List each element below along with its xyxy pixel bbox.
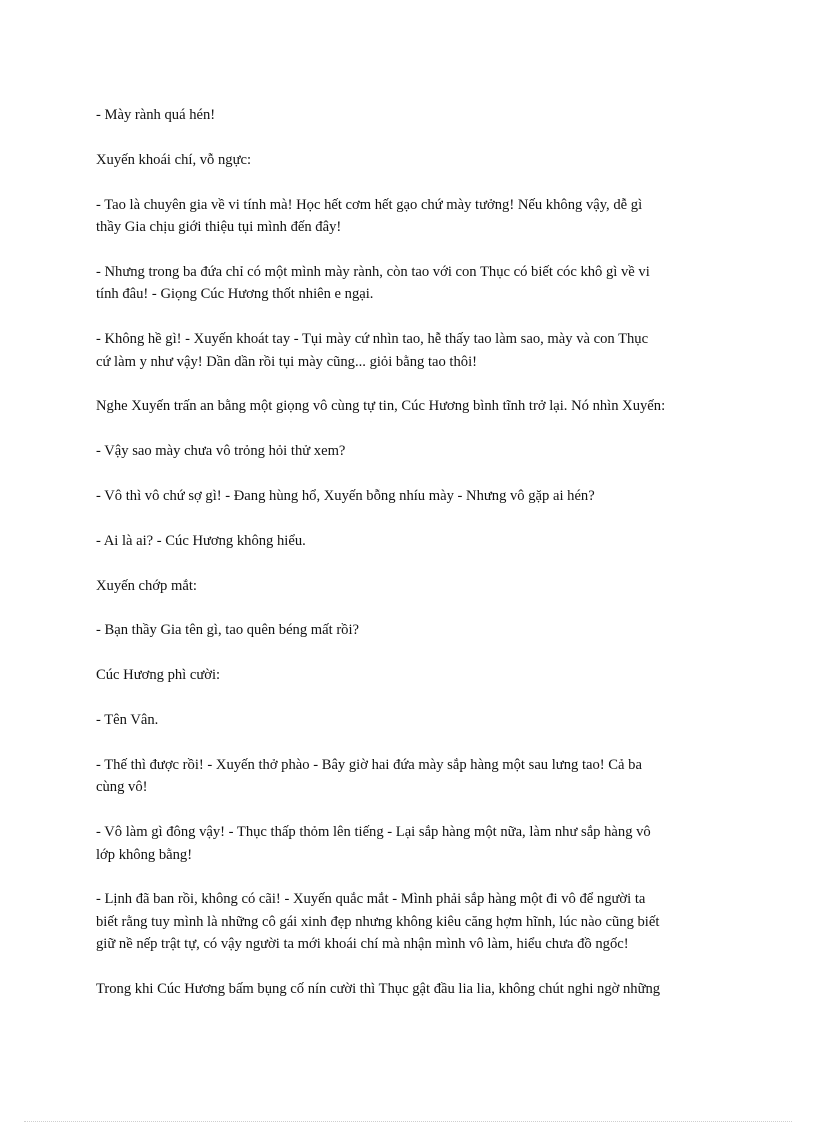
paragraph bbox=[96, 888, 722, 956]
paragraph bbox=[96, 104, 722, 127]
paragraph bbox=[96, 821, 722, 866]
paragraph bbox=[96, 619, 722, 642]
paragraph bbox=[96, 395, 722, 418]
paragraph bbox=[96, 440, 722, 463]
text-line: - Mày rành quá hén! bbox=[96, 107, 216, 123]
text-line: - Không hề gì! - Xuyến khoát tay - Tụi mày cứ nhìn tao, hễ thấy tao làm sao, mày và con Thục bbox=[96, 331, 649, 348]
text-line: - Lịnh đã ban rồi, không có cãi! - Xuyến quắc mắt - Mình phải sắp hàng một đi vô để người ta bbox=[96, 891, 646, 908]
paragraph bbox=[96, 978, 722, 1001]
text-line: lớp không bằng! bbox=[96, 846, 193, 863]
text-line: Nghe Xuyến trấn an bằng một giọng vô cùng tự tin, Cúc Hương bình tĩnh trở lại. Nó nhìn Xuyến: bbox=[96, 398, 666, 415]
text-line: Xuyến khoái chí, vỗ ngực: bbox=[96, 151, 252, 168]
text-line: - Tao là chuyên gia về vi tính mà! Học hết cơm hết gạo chứ mày tưởng! Nếu không vậy, dễ gì bbox=[96, 196, 643, 213]
paragraph bbox=[96, 485, 722, 508]
paragraph bbox=[96, 754, 722, 799]
paragraph bbox=[96, 328, 722, 373]
text-line: - Vô thì vô chứ sợ gì! - Đang hùng hổ, Xuyến bỗng nhíu mày - Nhưng vô gặp ai hén? bbox=[96, 488, 595, 505]
text-line: - Nhưng trong ba đứa chỉ có một mình mày rành, còn tao với con Thục có biết cóc khô gì về vi bbox=[96, 263, 650, 280]
text-line: - Bạn thầy Gia tên gì, tao quên béng mất rồi? bbox=[96, 622, 360, 639]
text-line: biết rằng tuy mình là những cô gái xinh đẹp nhưng không kiêu căng hợm hĩnh, lúc nào cũng biết bbox=[96, 913, 660, 930]
text-line: giữ nề nếp trật tự, có vậy người ta mới khoái chí mà nhận mình vô làm, hiểu chưa đồ ngốc! bbox=[96, 936, 629, 953]
text-line: Trong khi Cúc Hương bấm bụng cố nín cười thì Thục gật đầu lia lia, không chút nghi ngờ những bbox=[96, 981, 661, 998]
text-line: thầy Gia chịu giới thiệu tụi mình đến đây! bbox=[96, 219, 342, 236]
text-line: - Vậy sao mày chưa vô trỏng hỏi thử xem? bbox=[96, 443, 346, 460]
paragraph bbox=[96, 261, 722, 306]
paragraph bbox=[96, 149, 722, 172]
paragraph bbox=[96, 575, 722, 598]
text-line: cứ làm y như vậy! Dần dần rồi tụi mày cũng... giỏi bằng tao thôi! bbox=[96, 353, 477, 370]
paragraph bbox=[96, 709, 722, 732]
text-line: - Ai là ai? - Cúc Hương không hiểu. bbox=[96, 532, 306, 549]
text-line: - Tên Vân. bbox=[96, 712, 159, 729]
text-line: - Thế thì được rồi! - Xuyến thở phào - Bây giờ hai đứa mày sắp hàng một sau lưng tao! Cả ba bbox=[96, 756, 642, 773]
text-line: Xuyến chớp mắt: bbox=[96, 577, 197, 594]
page-bottom-divider bbox=[24, 1121, 792, 1122]
paragraph bbox=[96, 664, 722, 687]
text-line: tính đâu! - Giọng Cúc Hương thốt nhiên e ngại. bbox=[96, 286, 374, 303]
document-body bbox=[96, 104, 722, 1023]
text-line: cùng vô! bbox=[96, 779, 148, 796]
paragraph bbox=[96, 194, 722, 239]
paragraph bbox=[96, 530, 722, 553]
text-line: - Vô làm gì đông vậy! - Thục thấp thỏm lên tiếng - Lại sắp hàng một nữa, làm như sắp hàng vô bbox=[96, 824, 651, 841]
text-line: Cúc Hương phì cười: bbox=[96, 667, 221, 684]
